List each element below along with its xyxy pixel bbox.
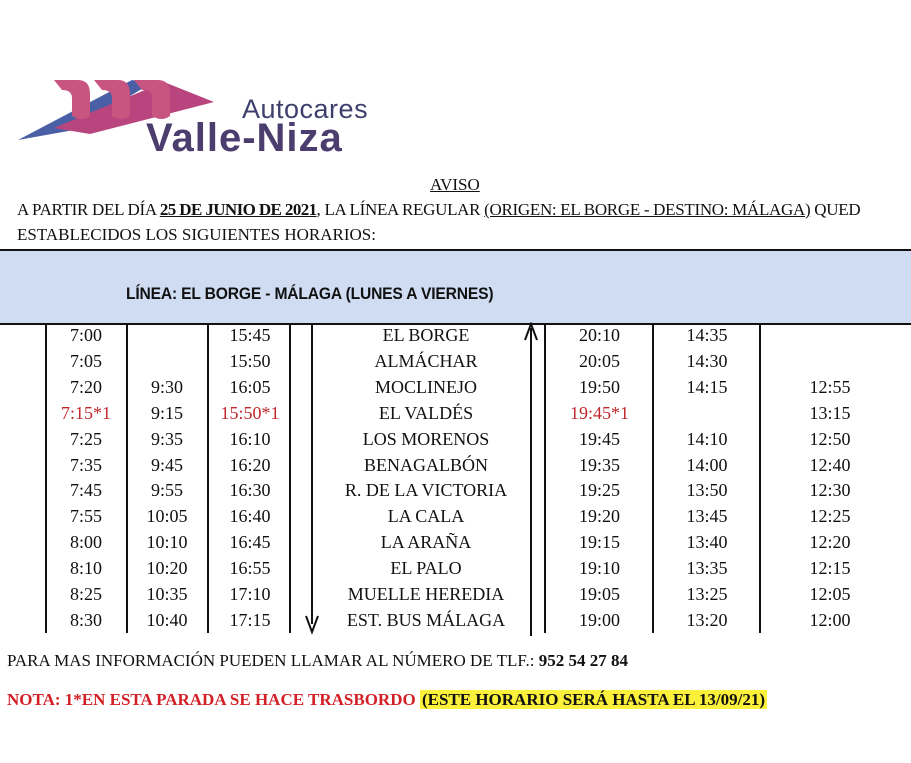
note-text: NOTA: 1*EN ESTA PARADA SE HACE TRASBORDO (7, 690, 420, 709)
stop-name: EL BORGE (382, 325, 470, 345)
time-col-3: 16:55 (229, 558, 271, 579)
time-col-1: 8:10 (69, 558, 102, 579)
arrow-down-icon (302, 324, 322, 638)
stop-name: R. DE LA VICTORIA (344, 480, 508, 501)
time-col-4: 19:20 (578, 506, 620, 527)
stop-name: EL VALDÉS (378, 402, 474, 423)
time-col-1: 7:05 (69, 350, 102, 371)
time-col-6 (760, 348, 900, 374)
stop-name: MUELLE HEREDIA (347, 584, 505, 604)
time-col-3: 16:20 (229, 454, 271, 475)
stop-name: LA CALA (387, 506, 465, 527)
time-col-2: 9:45 (150, 454, 183, 475)
time-col-1: 7:45 (69, 480, 102, 501)
stop-name: LOS MORENOS (362, 428, 490, 449)
time-col-2: 10:05 (146, 506, 188, 527)
notice-title: AVISO (430, 175, 480, 194)
phone-text: PARA MAS INFORMACIÓN PUEDEN LLAMAR AL NÚMERO DE TLF.: (7, 651, 539, 670)
time-col-5: 14:10 (686, 428, 728, 449)
notice-route: (ORIGEN: EL BORGE - DESTINO: MÁLAGA) (484, 200, 811, 219)
time-col-6: 12:40 (809, 454, 851, 475)
phone-info (7, 651, 628, 671)
stop-name: EL PALO (390, 558, 462, 579)
time-col-3: 16:10 (229, 428, 271, 449)
notice-line-2: ESTABLECIDOS LOS SIGUIENTES HORARIOS: (17, 225, 376, 244)
time-col-4: 19:00 (578, 609, 620, 630)
time-col-2: 10:40 (146, 609, 188, 630)
time-col-1: 7:25 (69, 428, 102, 449)
time-col-2: 10:20 (146, 558, 188, 579)
time-col-1: 8:00 (69, 532, 102, 553)
time-col-6 (760, 322, 900, 348)
time-col-6: 12:20 (809, 532, 851, 553)
time-col-6: 12:25 (809, 506, 851, 527)
time-col-1: 8:30 (69, 609, 102, 630)
line-title: LÍNEA: EL BORGE - MÁLAGA (LUNES A VIERNES) (126, 284, 494, 303)
time-col-3: 15:45 (229, 325, 271, 345)
time-col-6: 12:05 (809, 584, 851, 604)
notice-line-1 (17, 200, 860, 220)
time-col-5 (654, 400, 760, 426)
time-col-4: 19:25 (578, 480, 620, 501)
time-col-2: 9:30 (150, 376, 183, 397)
time-col-5: 14:00 (686, 454, 728, 475)
time-col-4: 19:35 (578, 454, 620, 475)
time-col-3: 16:05 (229, 376, 271, 397)
time-col-3: 16:45 (229, 532, 271, 553)
time-col-4: 19:45*1 (569, 402, 629, 423)
time-col-6: 12:30 (809, 480, 851, 501)
time-col-6: 12:15 (809, 558, 851, 579)
time-col-5: 13:45 (686, 506, 728, 527)
note-highlight: (ESTE HORARIO SERÁ HASTA EL 13/09/21) (421, 690, 766, 709)
time-col-1: 8:25 (69, 584, 102, 604)
time-col-3: 16:40 (229, 506, 271, 527)
time-col-1: 7:20 (69, 376, 102, 397)
notice-mid: , LA LÍNEA REGULAR (316, 200, 485, 219)
time-col-4: 19:05 (578, 584, 620, 604)
time-col-4: 19:10 (578, 558, 620, 579)
time-col-5: 14:15 (686, 376, 728, 397)
time-col-1: 7:35 (69, 454, 102, 475)
time-col-6: 12:00 (809, 609, 851, 630)
time-col-4: 19:50 (578, 376, 620, 397)
stop-name: EST. BUS MÁLAGA (346, 609, 506, 630)
time-col-4: 19:45 (578, 428, 620, 449)
time-col-1: 7:00 (69, 325, 102, 345)
time-col-5: 13:20 (686, 609, 728, 630)
phone-number: 952 54 27 84 (538, 651, 628, 670)
time-col-3: 17:15 (229, 609, 271, 630)
time-col-5: 14:35 (686, 325, 728, 345)
time-col-2: 9:55 (150, 480, 183, 501)
time-col-3: 16:30 (229, 480, 271, 501)
time-col-1: 7:15*1 (60, 402, 111, 423)
time-col-6: 12:55 (809, 376, 851, 397)
time-col-1: 7:55 (69, 506, 102, 527)
time-col-2: 10:35 (146, 584, 188, 604)
time-col-2: 9:35 (150, 428, 183, 449)
time-col-3: 17:10 (229, 584, 271, 604)
time-col-5: 13:35 (686, 558, 728, 579)
note (7, 690, 767, 710)
time-col-5: 13:25 (686, 584, 728, 604)
time-col-4: 19:15 (578, 532, 620, 553)
time-col-2 (127, 322, 207, 348)
notice-suffix: QUED (810, 200, 861, 219)
time-col-2: 10:10 (146, 532, 188, 553)
stop-name: MOCLINEJO (375, 376, 477, 397)
time-col-5: 13:50 (686, 480, 728, 501)
time-col-3: 15:50 (229, 350, 271, 371)
notice-date: 25 DE JUNIO DE 2021 (159, 200, 317, 219)
time-col-5: 14:30 (686, 350, 728, 371)
time-col-5: 13:40 (686, 532, 728, 553)
logo-text-valle-niza: Valle-Niza (146, 116, 343, 160)
time-col-6: 13:15 (809, 402, 851, 423)
time-col-4: 20:10 (578, 325, 620, 345)
time-col-2: 9:15 (150, 402, 183, 423)
stop-name: ALMÁCHAR (374, 350, 478, 371)
time-col-3: 15:50*1 (220, 402, 280, 423)
time-col-6: 12:50 (809, 428, 851, 449)
logo-text-autocares: Autocares (242, 94, 369, 124)
time-col-2 (127, 348, 207, 374)
notice-prefix: A PARTIR DEL DÍA (17, 200, 160, 219)
stop-name: LA ARAÑA (380, 532, 472, 553)
time-col-4: 20:05 (578, 350, 620, 371)
stop-name: BENAGALBÓN (364, 454, 488, 475)
